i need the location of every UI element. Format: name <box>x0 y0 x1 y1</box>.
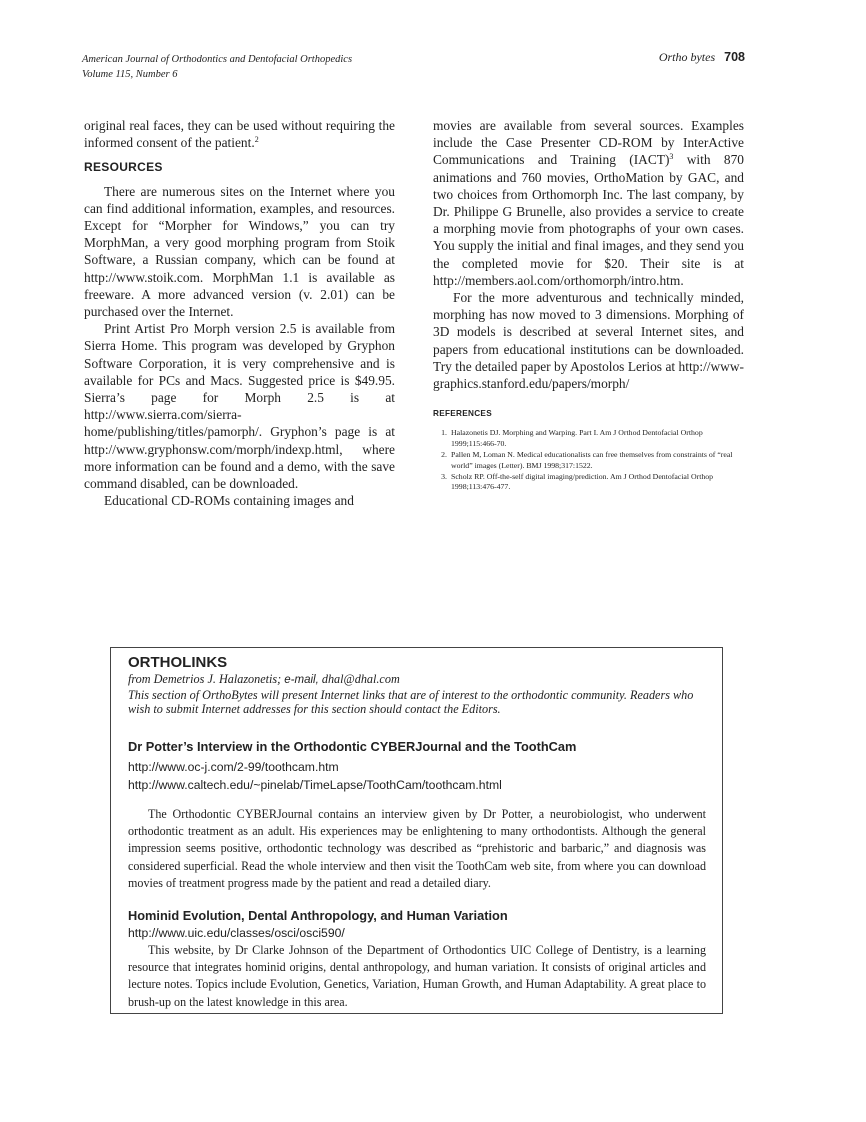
link-url[interactable]: http://www.oc-j.com/2-99/toothcam.htm <box>128 759 339 774</box>
page-number: 708 <box>724 50 745 64</box>
paragraph-text: original real faces, they can be used without requiring the informed consent of the patient. <box>84 118 395 151</box>
reference-number: 3. <box>441 472 447 482</box>
reference-text: Pallen M, Loman N. Medical educationalists can free themselves from constraints of “real world” images (Letter). BMJ 1998;317:1522. <box>451 450 733 470</box>
reference-text: Halazonetis DJ. Morphing and Warping. Part I. Am J Orthod Dentofacial Orthop 1999;115:466-70. <box>451 428 703 448</box>
reference-item <box>433 472 744 493</box>
author-email: dhal@dhal.com <box>318 672 400 686</box>
running-header <box>82 52 352 82</box>
reference-number: 2. <box>441 450 447 460</box>
paragraph <box>84 117 395 151</box>
ortholinks-author <box>128 672 706 688</box>
reference-number: 1. <box>441 428 447 438</box>
references-heading: REFERENCES <box>433 409 492 419</box>
right-column <box>433 117 744 494</box>
ortholinks-title: ORTHOLINKS <box>128 654 228 671</box>
reference-item <box>433 450 744 471</box>
paragraph: There are numerous sites on the Internet where you can find additional information, examples, and resources. Except for “Morpher for Windows,” you can try MorphMan, a very good morphing program from Stoik Software, a Russian company, which can be found at http://www.stoik.com. MorphMan 1.1 is available as freeware. A more advanced version (v. 2.01) can be purchased over the Internet. <box>84 183 395 320</box>
link-entry-description: The Orthodontic CYBERJournal contains an interview given by Dr Potter, a neurobiologist, who underwent orthodontic treatment as an adult. His experiences may be enlightening to many orthodontists. Although the general impression seems positive, orthodontic technology was described as “prehistoric and barbaric,” and diagnosis was considered superficial. Read the whole interview and then visit the ToothCam web site, from where you can download movies of treatment progress made by the patient and read a detailed diary. <box>128 806 706 891</box>
paragraph-text: with 870 animations and 760 movies, OrthoMation by GAC, and two choices from Orthomorph Inc. The last company, by Dr. Philippe G Brunelle, also provides a service to create a morphing movie from photographs of your own cases. You supply the initial and final images, and they send you the completed movie for $20. Their site is at http://members.aol.com/orthomorph/intro.htm. <box>433 152 744 288</box>
ortholinks-content <box>128 654 706 1011</box>
section-heading-resources: RESOURCES <box>84 160 163 175</box>
link-entry-title: Dr Potter’s Interview in the Orthodontic CYBERJournal and the ToothCam <box>128 738 577 754</box>
page-header-right <box>659 50 745 65</box>
link-entry-description: This website, by Dr Clarke Johnson of the Department of Orthodontics UIC College of Dentistry, is a learning resource that integrates hominid origins, dental anthropology, and human variation. It consists of original articles and lecture notes. Topics include Evolution, Genetics, Variation, Human Growth, and Human Adaptability. A great place to brush-up on the latest knowledge in this area. <box>128 942 706 1009</box>
ortholinks-box <box>110 647 723 1014</box>
author-name: from Demetrios J. Halazonetis; <box>128 672 285 686</box>
reference-list <box>433 428 744 492</box>
link-entry-title: Hominid Evolution, Dental Anthropology, and Human Variation <box>128 907 508 923</box>
link-url[interactable]: http://www.uic.edu/classes/osci/osci590/ <box>128 925 345 940</box>
paragraph-text: movies are available from several sources. Examples include the Case Presenter CD-ROM by InterActive Communications and Training (IACT) <box>433 118 744 168</box>
reference-item <box>433 428 744 449</box>
paragraph <box>433 117 744 289</box>
citation-superscript: 2 <box>254 135 259 145</box>
reference-text: Scholz RP. Off-the-self digital imaging/prediction. Am J Orthod Dentofacial Orthop 1998;113:476-477. <box>451 472 714 492</box>
paragraph: For the more adventurous and technically minded, morphing has now moved to 3 dimensions. Morphing of 3D models is described at several Internet sites, and papers from educational institutions can be downloaded. Try the detailed paper by Apostolos Lerios at http://www-graphics.stanford.edu/papers/morph/ <box>433 290 744 392</box>
ortholinks-intro: This section of OrthoBytes will present Internet links that are of interest to the orthodontic community. Readers who wish to submit Internet addresses for this section should contact the Editors. <box>128 687 694 716</box>
email-label: e-mail, <box>284 674 319 686</box>
volume-info: Volume 115, Number 6 <box>82 69 178 80</box>
paragraph: Print Artist Pro Morph version 2.5 is available from Sierra Home. This program was developed by Gryphon Software Corporation, it is very comprehensive and is available for PCs and Macs. Suggested price is $49.95. Sierra’s page for Morph 2.5 is at http://www.sierra.com/sierra-home/publishing/titles/pamorph/. Gryphon’s page is at http://www.gryphonsw.com/morph/indexp.html, where more information can be found and a demo, with the save command disabled, can be downloaded. <box>84 321 395 492</box>
paragraph: Educational CD-ROMs containing images and <box>104 493 354 509</box>
citation-superscript: 3 <box>669 152 674 162</box>
link-url[interactable]: http://www.caltech.edu/~pinelab/TimeLapse/ToothCam/toothcam.html <box>128 777 502 792</box>
section-name: Ortho bytes <box>658 50 716 64</box>
journal-name: American Journal of Orthodontics and Dentofacial Orthopedics <box>82 54 353 65</box>
left-column <box>84 117 395 509</box>
